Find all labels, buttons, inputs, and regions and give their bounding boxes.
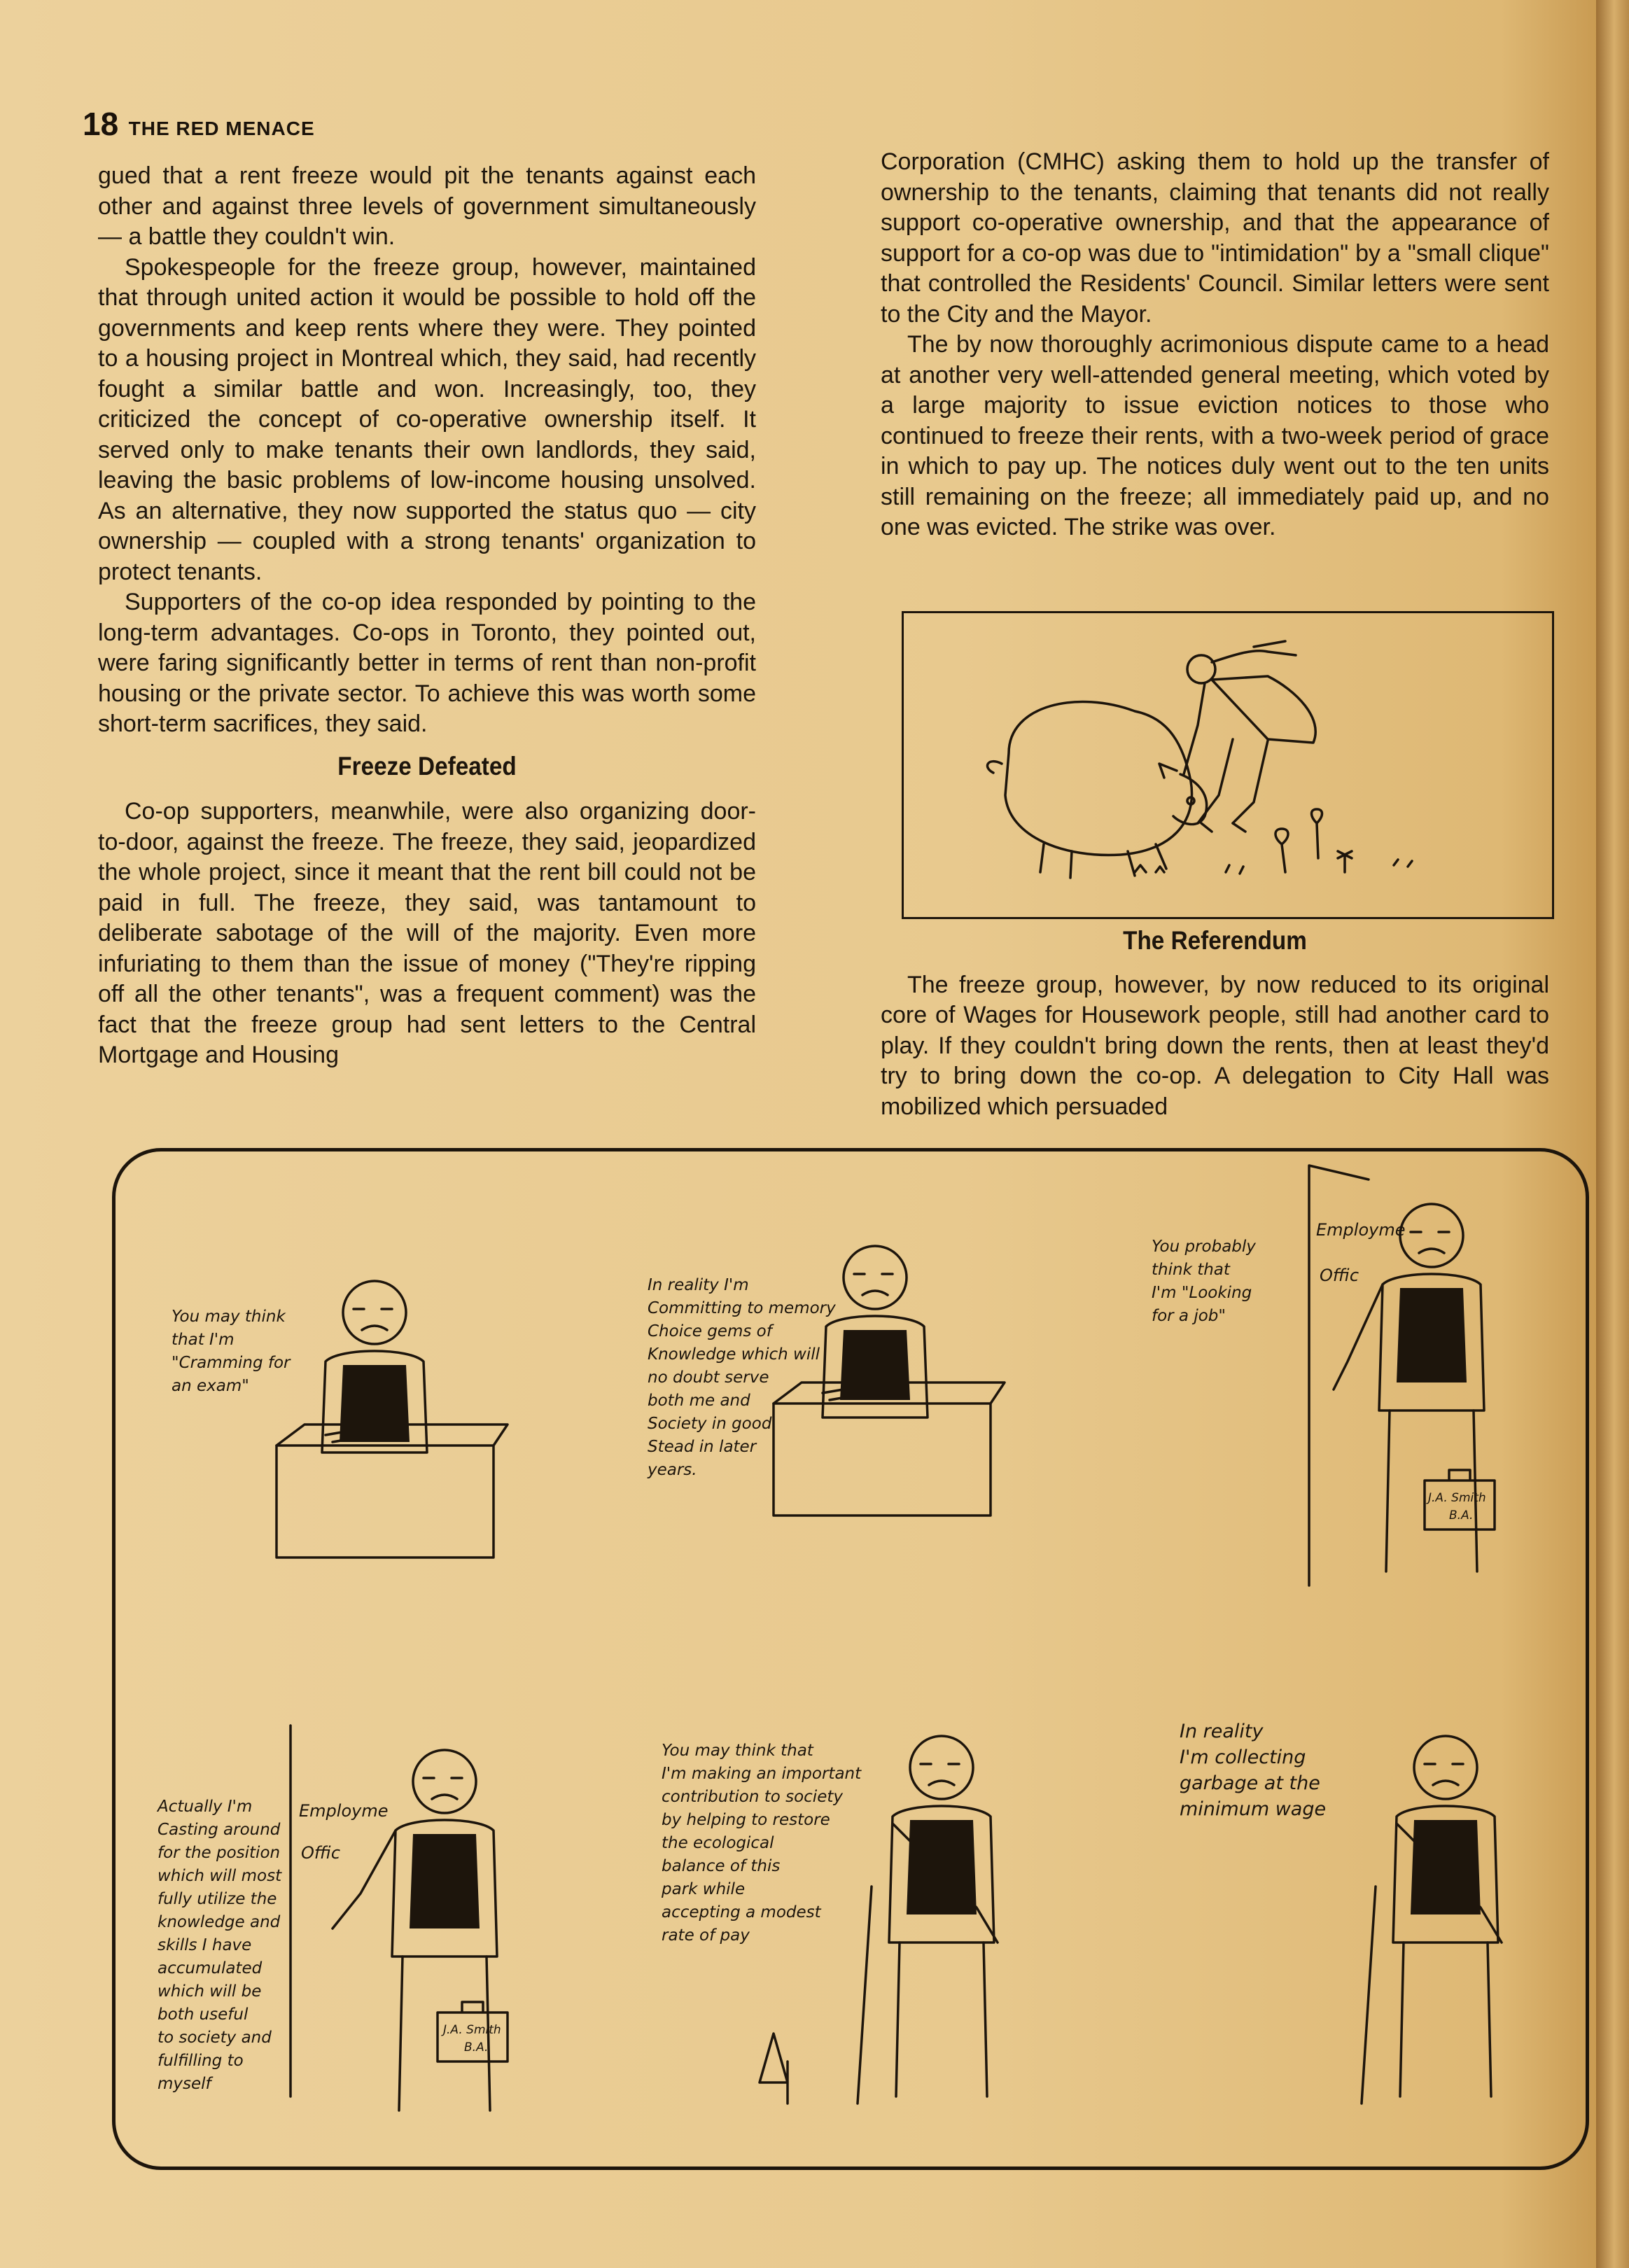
comic-strip: [112, 1148, 1589, 2170]
paragraph: gued that a rent freeze would pit the tenants against each other and against three levels of government simultaneously — a battle they couldn't win.: [98, 162, 756, 250]
left-column: [98, 161, 756, 1071]
page-gutter: [1596, 0, 1629, 2268]
paragraph: Spokespeople for the freeze group, however, maintained that through united action it would be possible to hold off the governments and keep rents where they were. They pointed to a housing project in Montreal which, they said, had recently fought a similar battle and won. Increasingly, too, they criticized the concept of co-operative ownership itself. It served only to make tenants their own landlords, they said, leaving the basic problems of low-income housing unsolved. As an alternative, they now supported the status quo — city ownership — coupled with a strong tenants' organization to protect tenants.: [98, 253, 756, 585]
briefcase-label-2: B.A.: [1449, 1508, 1474, 1522]
door-sign-3: Employme: [299, 1801, 389, 1821]
paragraph: The by now thoroughly acrimonious dispute came to a head at another very well-attended general meeting, which voted by a large majority to issue eviction notices to those who continued to freeze their rents, with a two-week period of grace in which to pay up. The notices duly went out to the ten units still remaining on the freeze; all immediately paid up, and no one was evicted. The strike was over.: [881, 331, 1549, 540]
right-column: [881, 147, 1549, 543]
paragraph: Corporation (CMHC) asking them to hold up the transfer of ownership to the tenants, claiming that tenants did not really support co-operative ownership, and that the appearance of support for a co-op was due to "intimidation" by a "small clique" that controlled the Residents' Council. Similar letters were sent to the City and the Mayor.: [881, 148, 1549, 328]
door-sign-4: Offic: [301, 1843, 341, 1863]
pig-drawing: [904, 613, 1552, 917]
magazine-name: THE RED MENACE: [128, 118, 315, 139]
paragraph: Supporters of the co-op idea responded by pointing to the long-term advantages. Co-ops in Toronto, they pointed out, were faring significantly better in terms of rent than non-profit housing or the private sector. To achieve this was worth some short-term sacrifices, they said.: [98, 589, 756, 737]
comic-caption-6: In reality I'm collecting garbage at the minimum wage: [1180, 1721, 1327, 1820]
door-sign-1: Employme: [1316, 1220, 1406, 1240]
section-heading-referendum: The Referendum: [1123, 926, 1307, 955]
briefcase-label-3: J.A. Smith: [443, 2023, 501, 2037]
page-folio: [83, 105, 315, 143]
pig-illustration: [902, 611, 1554, 919]
paragraph: The freeze group, however, by now reduced to its original core of Wages for Housework people, still had another card to play. If they couldn't bring down the rents, then at least they'd try to bring down the co-op. A delegation to City Hall was mobilized which persuaded: [881, 971, 1549, 1120]
page-number: 18: [83, 106, 119, 142]
comic-caption-1: You may think that I'm "Cramming for an exam": [172, 1308, 291, 1395]
comic-caption-4: Actually I'm Casting around for the position which will most fully utilize the knowledge and skills I have accumulated which will be both useful to society and fulfilling to myself: [158, 1798, 282, 2093]
comic-caption-3: You probably think that I'm "Looking for a job": [1152, 1238, 1256, 1325]
briefcase-label-1: J.A. Smith: [1428, 1491, 1486, 1505]
comic-caption-5: You may think that I'm making an important contribution to society by helping to restore the ecological balance of this park while accepting a modest rate of pay: [662, 1742, 862, 1945]
garbage-collector-figure: [1362, 1736, 1502, 2104]
comic-caption-2: In reality I'm Committing to memory Choice gems of Knowledge which will no doubt serve both me and Society in good Stead in later years.: [648, 1276, 836, 1479]
referendum-section: [881, 925, 1549, 1122]
door-sign-2: Offic: [1320, 1266, 1359, 1285]
paragraph: Co-op supporters, meanwhile, were also organizing door-to-door, against the freeze. The freeze, they said, jeopardized the whole project, since it meant that the rent bill could not be paid in full. The freeze, they said, was tantamount to deliberate sabotage of the will of the majority. Even more infuriating to them than the issue of money ("They're ripping off all the other tenants", was a frequent comment) was the fact that the freeze group had sent letters to the Central Mortgage and Housing: [98, 798, 756, 1068]
briefcase-label-4: B.A.: [464, 2040, 489, 2054]
section-heading-freeze-defeated: Freeze Defeated: [337, 751, 517, 780]
